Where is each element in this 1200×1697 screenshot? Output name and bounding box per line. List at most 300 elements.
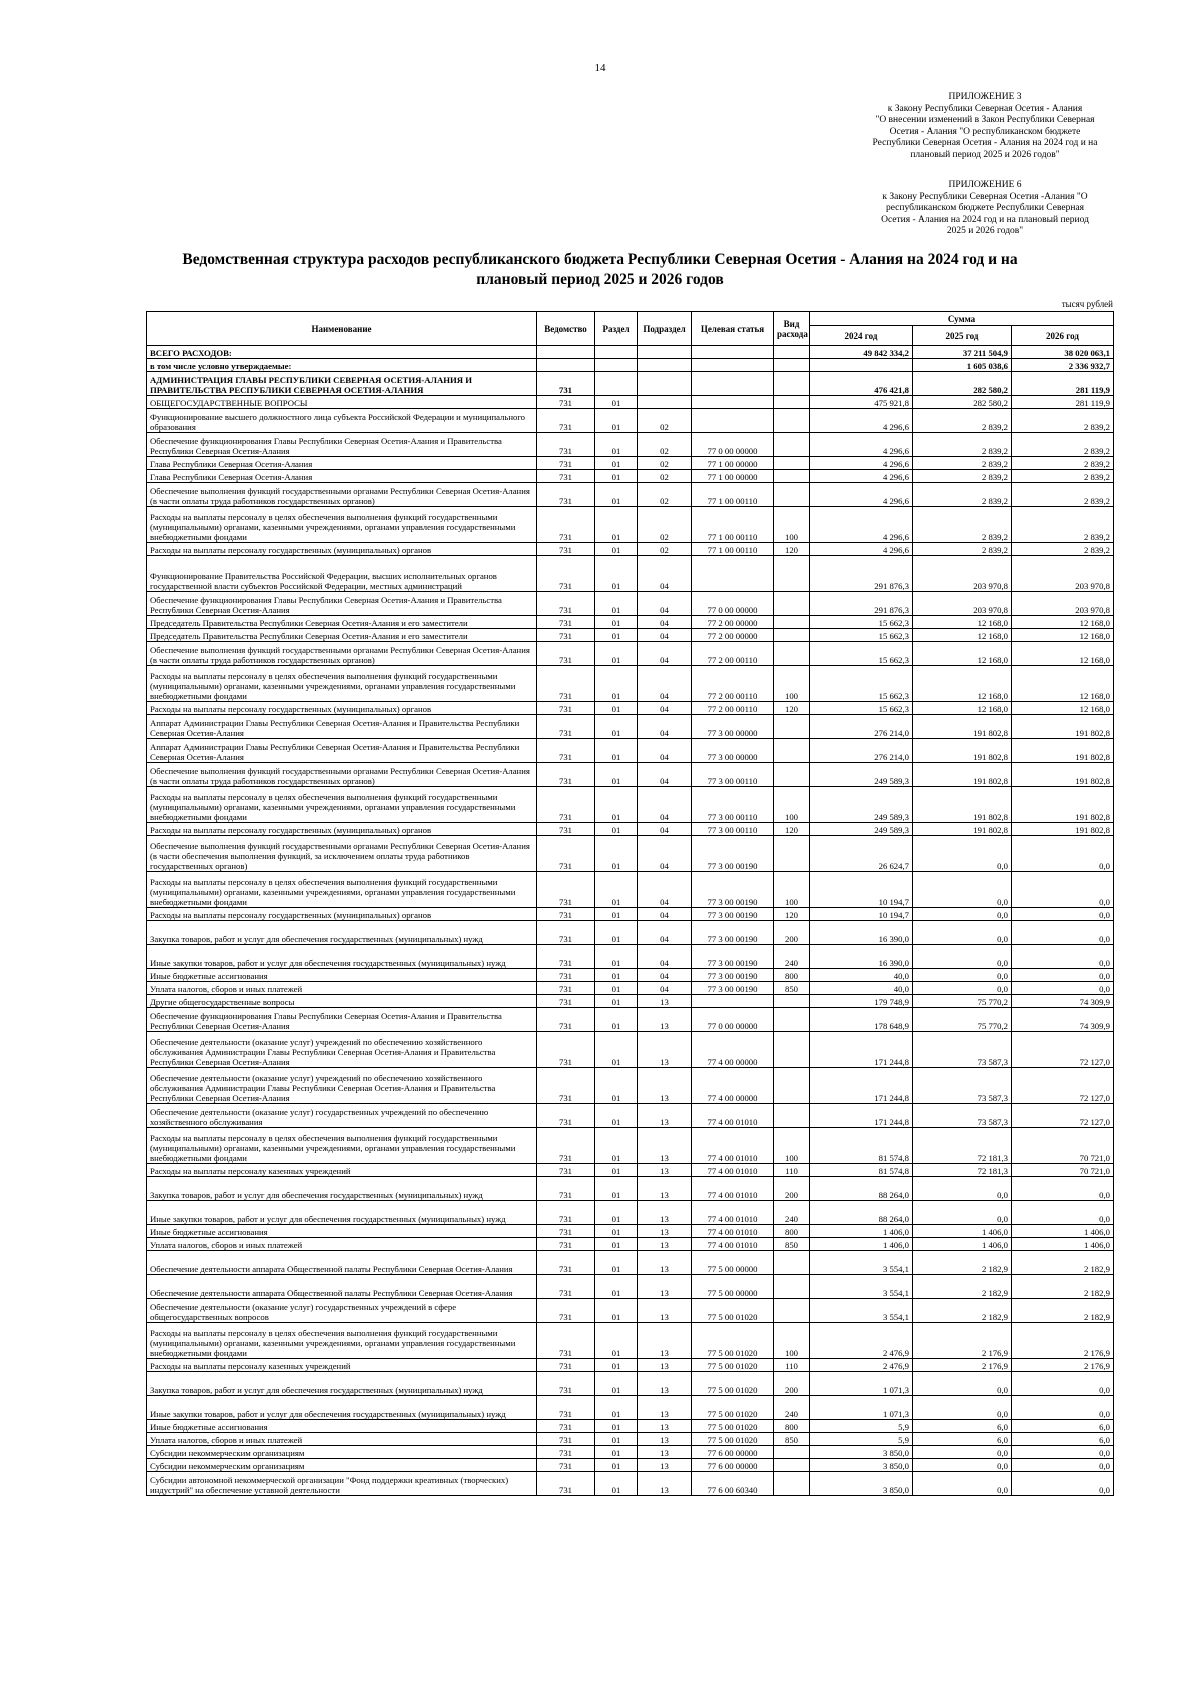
row-name: Расходы на выплаты персоналу в целях обеспечения выполнения функций государственными (муниципальными) органами, казенными учреждениями, органами управления государственными внебюджетными фондами (147, 666, 537, 702)
row-subsection: 04 (638, 908, 692, 921)
row-sum-2024: 88 264,0 (810, 1201, 913, 1225)
row-sum-2026: 1 406,0 (1012, 1225, 1114, 1238)
row-section: 01 (595, 763, 638, 787)
row-department: 731 (537, 1068, 595, 1104)
table-row (147, 1008, 1114, 1032)
table-row (147, 945, 1114, 969)
table-row (147, 836, 1114, 872)
table-row (147, 872, 1114, 908)
row-sum-2025: 0,0 (913, 872, 1012, 908)
row-sum-2026: 12 168,0 (1012, 702, 1114, 715)
row-sum-2026: 281 119,9 (1012, 396, 1114, 409)
row-sum-2024: 81 574,8 (810, 1128, 913, 1164)
row-subsection: 13 (638, 1128, 692, 1164)
row-section: 01 (595, 982, 638, 995)
row-name: АДМИНИСТРАЦИЯ ГЛАВЫ РЕСПУБЛИКИ СЕВЕРНАЯ ОСЕТИЯ-АЛАНИЯ И ПРАВИТЕЛЬСТВА РЕСПУБЛИКИ СЕВЕРНАЯ ОСЕТИЯ-АЛАНИЯ (147, 372, 537, 396)
row-target-article: 77 3 00 00110 (692, 763, 774, 787)
row-name: Обеспечение функционирования Главы Республики Северная Осетия-Алания и Правительства Республики Северная Осетия-Алания (147, 592, 537, 616)
row-sum-2024: 3 554,1 (810, 1251, 913, 1275)
row-sum-2024: 249 589,3 (810, 823, 913, 836)
row-name: Расходы на выплаты персоналу в целях обеспечения выполнения функций государственными (муниципальными) органами, казенными учреждениями, органами управления государственными внебюджетными фондами (147, 872, 537, 908)
header-2024: 2024 год (810, 326, 913, 346)
row-department: 731 (537, 1104, 595, 1128)
row-sum-2024: 88 264,0 (810, 1177, 913, 1201)
table-row (147, 1104, 1114, 1128)
table-row (147, 1372, 1114, 1396)
row-section: 01 (595, 1177, 638, 1201)
row-department: 731 (537, 409, 595, 433)
table-row (147, 1420, 1114, 1433)
row-department: 731 (537, 629, 595, 642)
row-name: Уплата налогов, сборов и иных платежей (147, 1433, 537, 1446)
header-sum: Сумма (810, 312, 1114, 326)
row-sum-2025: 191 802,8 (913, 787, 1012, 823)
row-section: 01 (595, 470, 638, 483)
row-sum-2025: 72 181,3 (913, 1128, 1012, 1164)
row-target-article (692, 346, 774, 359)
row-sum-2025: 72 181,3 (913, 1164, 1012, 1177)
row-name: Глава Республики Северная Осетия-Алания (147, 470, 537, 483)
header-expense-type: Вид расхода (774, 312, 810, 346)
row-department: 731 (537, 616, 595, 629)
row-sum-2024: 4 296,6 (810, 483, 913, 507)
row-department: 731 (537, 702, 595, 715)
row-expense-type: 100 (774, 1323, 810, 1359)
row-subsection: 13 (638, 1238, 692, 1251)
row-expense-type: 110 (774, 1359, 810, 1372)
row-sum-2024: 249 589,3 (810, 787, 913, 823)
row-target-article: 77 2 00 00000 (692, 629, 774, 642)
units-label: тысяч рублей (1061, 299, 1113, 309)
row-expense-type (774, 409, 810, 433)
row-sum-2024: 3 850,0 (810, 1446, 913, 1459)
row-expense-type: 850 (774, 982, 810, 995)
row-subsection: 13 (638, 1446, 692, 1459)
table-row (147, 1472, 1114, 1496)
row-target-article: 77 3 00 00000 (692, 715, 774, 739)
row-sum-2024: 26 624,7 (810, 836, 913, 872)
row-section: 01 (595, 908, 638, 921)
row-sum-2024: 476 421,8 (810, 372, 913, 396)
row-name: Расходы на выплаты персоналу в целях обеспечения выполнения функций государственными (муниципальными) органами, казенными учреждениями, органами управления государственными внебюджетными фондами (147, 507, 537, 543)
row-subsection: 04 (638, 666, 692, 702)
table-row (147, 543, 1114, 556)
table-row (147, 1299, 1114, 1323)
row-target-article: 77 3 00 00190 (692, 908, 774, 921)
table-row (147, 372, 1114, 396)
table-row (147, 457, 1114, 470)
row-sum-2026: 0,0 (1012, 1177, 1114, 1201)
row-name: Закупка товаров, работ и услуг для обеспечения государственных (муниципальных) нужд (147, 921, 537, 945)
appendix-3-note (855, 92, 1115, 161)
table-row (147, 433, 1114, 457)
row-department: 731 (537, 556, 595, 592)
table-row (147, 1433, 1114, 1446)
row-name: Обеспечение деятельности аппарата Общественной палаты Республики Северная Осетия-Алания (147, 1251, 537, 1275)
row-section: 01 (595, 1420, 638, 1433)
row-sum-2024: 276 214,0 (810, 715, 913, 739)
table-row (147, 1177, 1114, 1201)
row-department: 731 (537, 823, 595, 836)
row-target-article: 77 0 00 00000 (692, 433, 774, 457)
appendix-6-line: к Закону Республики Северная Осетия -Алания "О (882, 191, 1088, 202)
table-row (147, 1275, 1114, 1299)
row-department: 731 (537, 483, 595, 507)
page-number: 14 (594, 62, 606, 74)
row-sum-2026: 191 802,8 (1012, 715, 1114, 739)
row-section: 01 (595, 1225, 638, 1238)
row-target-article: 77 3 00 00190 (692, 982, 774, 995)
row-name: Обеспечение выполнения функций государственными органами Республики Северная Осетия-Алания (в части оплаты труда работников государственных органов) (147, 483, 537, 507)
header-subsection: Подраздел (638, 312, 692, 346)
row-name: Расходы на выплаты персоналу в целях обеспечения выполнения функций государственными (муниципальными) органами, казенными учреждениями, органами управления государственными внебюджетными фондами (147, 1323, 537, 1359)
row-sum-2024: 16 390,0 (810, 945, 913, 969)
row-section: 01 (595, 1446, 638, 1459)
row-subsection: 13 (638, 1032, 692, 1068)
row-expense-type: 120 (774, 823, 810, 836)
row-sum-2024: 179 748,9 (810, 995, 913, 1008)
row-target-article: 77 4 00 01010 (692, 1201, 774, 1225)
row-target-article: 77 4 00 01010 (692, 1238, 774, 1251)
row-department: 731 (537, 470, 595, 483)
row-name: Расходы на выплаты персоналу казенных учреждений (147, 1164, 537, 1177)
row-sum-2024: 475 921,8 (810, 396, 913, 409)
row-section: 01 (595, 616, 638, 629)
row-sum-2025: 0,0 (913, 1446, 1012, 1459)
row-expense-type (774, 1299, 810, 1323)
row-section: 01 (595, 483, 638, 507)
row-sum-2024: 2 476,9 (810, 1359, 913, 1372)
row-target-article (692, 556, 774, 592)
appendix-3-line: "О внесении изменений в Закон Республики Северная (875, 115, 1095, 125)
row-target-article: 77 5 00 01020 (692, 1433, 774, 1446)
table-row (147, 763, 1114, 787)
row-expense-type (774, 1008, 810, 1032)
table-row (147, 982, 1114, 995)
row-section: 01 (595, 556, 638, 592)
row-sum-2025: 2 839,2 (913, 433, 1012, 457)
row-sum-2026: 12 168,0 (1012, 642, 1114, 666)
row-department: 731 (537, 921, 595, 945)
row-sum-2024: 3 850,0 (810, 1472, 913, 1496)
row-target-article (692, 409, 774, 433)
row-target-article: 77 0 00 00000 (692, 1008, 774, 1032)
row-section: 01 (595, 1164, 638, 1177)
row-subsection: 13 (638, 1472, 692, 1496)
row-name: Расходы на выплаты персоналу казенных учреждений (147, 1359, 537, 1372)
row-sum-2026: 0,0 (1012, 1459, 1114, 1472)
row-sum-2024: 15 662,3 (810, 616, 913, 629)
row-target-article: 77 4 00 01010 (692, 1164, 774, 1177)
row-target-article: 77 5 00 00000 (692, 1275, 774, 1299)
row-sum-2026: 2 336 932,7 (1012, 359, 1114, 372)
row-department: 731 (537, 666, 595, 702)
row-department: 731 (537, 1177, 595, 1201)
row-sum-2024: 178 648,9 (810, 1008, 913, 1032)
row-expense-type (774, 396, 810, 409)
row-department: 731 (537, 908, 595, 921)
row-expense-type: 120 (774, 702, 810, 715)
row-sum-2026: 0,0 (1012, 908, 1114, 921)
row-name: Уплата налогов, сборов и иных платежей (147, 982, 537, 995)
appendix-6-line: 2025 и 2026 годов" (946, 226, 1024, 236)
row-target-article: 77 1 00 00110 (692, 483, 774, 507)
table-row (147, 702, 1114, 715)
row-section: 01 (595, 1275, 638, 1299)
header-name: Наименование (147, 312, 537, 346)
row-subsection: 13 (638, 1225, 692, 1238)
row-section (595, 372, 638, 396)
row-target-article: 77 3 00 00190 (692, 921, 774, 945)
row-sum-2025: 191 802,8 (913, 823, 1012, 836)
row-name: Иные закупки товаров, работ и услуг для обеспечения государственных (муниципальных) нужд (147, 945, 537, 969)
row-sum-2026: 0,0 (1012, 872, 1114, 908)
row-name: Иные бюджетные ассигнования (147, 1225, 537, 1238)
table-row (147, 787, 1114, 823)
row-target-article: 77 3 00 00190 (692, 836, 774, 872)
row-expense-type (774, 1068, 810, 1104)
row-sum-2026: 0,0 (1012, 1472, 1114, 1496)
row-section: 01 (595, 969, 638, 982)
row-sum-2025: 2 839,2 (913, 470, 1012, 483)
row-subsection: 02 (638, 433, 692, 457)
row-sum-2026: 72 127,0 (1012, 1104, 1114, 1128)
row-subsection: 04 (638, 787, 692, 823)
row-sum-2026: 72 127,0 (1012, 1068, 1114, 1104)
row-sum-2024: 10 194,7 (810, 872, 913, 908)
row-target-article: 77 1 00 00000 (692, 457, 774, 470)
row-sum-2025: 2 182,9 (913, 1275, 1012, 1299)
row-name: Обеспечение выполнения функций государственными органами Республики Северная Осетия-Алания (в части оплаты труда работников государственных органов) (147, 763, 537, 787)
row-subsection: 13 (638, 1396, 692, 1420)
row-sum-2026: 72 127,0 (1012, 1032, 1114, 1068)
row-name: ВСЕГО РАСХОДОВ: (147, 346, 537, 359)
appendix-6-line: Осетия - Алания на 2024 год и на плановый период (881, 214, 1089, 225)
row-sum-2025: 0,0 (913, 1396, 1012, 1420)
row-expense-type (774, 433, 810, 457)
row-sum-2025: 191 802,8 (913, 739, 1012, 763)
row-sum-2026: 70 721,0 (1012, 1128, 1114, 1164)
row-sum-2024 (810, 359, 913, 372)
table-row (147, 1225, 1114, 1238)
row-subsection: 04 (638, 763, 692, 787)
table-row (147, 666, 1114, 702)
row-subsection: 13 (638, 995, 692, 1008)
row-expense-type: 850 (774, 1433, 810, 1446)
row-sum-2026: 2 182,9 (1012, 1251, 1114, 1275)
row-sum-2025: 203 970,8 (913, 592, 1012, 616)
row-subsection: 13 (638, 1177, 692, 1201)
row-sum-2025: 6,0 (913, 1433, 1012, 1446)
row-section: 01 (595, 787, 638, 823)
row-sum-2025: 2 839,2 (913, 543, 1012, 556)
row-sum-2025: 1 406,0 (913, 1225, 1012, 1238)
row-section: 01 (595, 666, 638, 702)
row-sum-2026: 2 839,2 (1012, 470, 1114, 483)
header-2026: 2026 год (1012, 326, 1114, 346)
row-sum-2026: 2 182,9 (1012, 1275, 1114, 1299)
row-department: 731 (537, 372, 595, 396)
row-expense-type: 110 (774, 1164, 810, 1177)
row-department: 731 (537, 543, 595, 556)
row-section: 01 (595, 1068, 638, 1104)
row-sum-2026: 2 839,2 (1012, 507, 1114, 543)
row-subsection: 04 (638, 702, 692, 715)
row-name: Обеспечение деятельности аппарата Общественной палаты Республики Северная Осетия-Алания (147, 1275, 537, 1299)
row-department: 731 (537, 1238, 595, 1251)
row-sum-2024: 1 071,3 (810, 1372, 913, 1396)
row-department: 731 (537, 739, 595, 763)
row-department: 731 (537, 433, 595, 457)
row-sum-2024: 49 842 334,2 (810, 346, 913, 359)
row-name: Субсидии некоммерческим организациям (147, 1459, 537, 1472)
row-sum-2025: 2 176,9 (913, 1359, 1012, 1372)
row-sum-2024: 5,9 (810, 1433, 913, 1446)
row-sum-2026: 38 020 063,1 (1012, 346, 1114, 359)
row-sum-2026: 191 802,8 (1012, 823, 1114, 836)
row-sum-2026: 2 839,2 (1012, 457, 1114, 470)
row-subsection: 13 (638, 1201, 692, 1225)
row-department: 731 (537, 1433, 595, 1446)
row-sum-2025: 12 168,0 (913, 629, 1012, 642)
row-name: Расходы на выплаты персоналу государственных (муниципальных) органов (147, 823, 537, 836)
row-subsection: 04 (638, 739, 692, 763)
row-subsection: 04 (638, 616, 692, 629)
row-name: Уплата налогов, сборов и иных платежей (147, 1238, 537, 1251)
row-sum-2024: 1 406,0 (810, 1225, 913, 1238)
row-sum-2024: 15 662,3 (810, 642, 913, 666)
row-section: 01 (595, 921, 638, 945)
row-name: Глава Республики Северная Осетия-Алания (147, 457, 537, 470)
row-sum-2024: 291 876,3 (810, 592, 913, 616)
table-row (147, 1128, 1114, 1164)
row-subsection: 04 (638, 556, 692, 592)
row-expense-type (774, 642, 810, 666)
row-sum-2024: 291 876,3 (810, 556, 913, 592)
row-sum-2024: 15 662,3 (810, 702, 913, 715)
row-sum-2024: 3 850,0 (810, 1459, 913, 1472)
row-subsection: 13 (638, 1433, 692, 1446)
row-subsection: 13 (638, 1420, 692, 1433)
row-sum-2026: 0,0 (1012, 982, 1114, 995)
row-section: 01 (595, 592, 638, 616)
row-sum-2024: 276 214,0 (810, 739, 913, 763)
appendix-3-line: ПРИЛОЖЕНИЕ 3 (948, 92, 1022, 102)
row-target-article: 77 3 00 00110 (692, 823, 774, 836)
row-name: Обеспечение деятельности (оказание услуг) государственных учреждений в сфере общегосударственных вопросов (147, 1299, 537, 1323)
row-section: 01 (595, 1472, 638, 1496)
row-sum-2024: 15 662,3 (810, 666, 913, 702)
row-expense-type (774, 1104, 810, 1128)
row-section: 01 (595, 1201, 638, 1225)
row-name: ОБЩЕГОСУДАРСТВЕННЫЕ ВОПРОСЫ (147, 396, 537, 409)
row-sum-2026: 12 168,0 (1012, 666, 1114, 702)
row-sum-2025: 12 168,0 (913, 642, 1012, 666)
row-subsection: 13 (638, 1323, 692, 1359)
row-sum-2026: 6,0 (1012, 1433, 1114, 1446)
row-sum-2024: 3 554,1 (810, 1275, 913, 1299)
row-sum-2026: 0,0 (1012, 1201, 1114, 1225)
table-row (147, 715, 1114, 739)
row-sum-2026: 12 168,0 (1012, 629, 1114, 642)
row-target-article (692, 372, 774, 396)
row-section: 01 (595, 1251, 638, 1275)
table-row (147, 908, 1114, 921)
row-section: 01 (595, 1459, 638, 1472)
row-section: 01 (595, 433, 638, 457)
row-sum-2024: 4 296,6 (810, 543, 913, 556)
row-target-article: 77 5 00 01020 (692, 1359, 774, 1372)
row-section: 01 (595, 457, 638, 470)
row-name: Иные закупки товаров, работ и услуг для обеспечения государственных (муниципальных) нужд (147, 1396, 537, 1420)
row-target-article: 77 6 00 60340 (692, 1472, 774, 1496)
row-sum-2025: 0,0 (913, 908, 1012, 921)
row-sum-2026: 0,0 (1012, 945, 1114, 969)
header-2025: 2025 год (913, 326, 1012, 346)
row-department (537, 346, 595, 359)
row-sum-2024: 40,0 (810, 982, 913, 995)
table-row (147, 1201, 1114, 1225)
row-sum-2025: 73 587,3 (913, 1104, 1012, 1128)
row-sum-2024: 249 589,3 (810, 763, 913, 787)
row-subsection: 04 (638, 629, 692, 642)
row-target-article: 77 4 00 01010 (692, 1177, 774, 1201)
table-row (147, 969, 1114, 982)
row-department: 731 (537, 1008, 595, 1032)
row-department: 731 (537, 982, 595, 995)
row-sum-2025: 2 839,2 (913, 507, 1012, 543)
row-name: Иные закупки товаров, работ и услуг для обеспечения государственных (муниципальных) нужд (147, 1201, 537, 1225)
row-expense-type (774, 556, 810, 592)
row-sum-2025: 73 587,3 (913, 1068, 1012, 1104)
row-subsection: 13 (638, 1251, 692, 1275)
row-expense-type: 240 (774, 1201, 810, 1225)
row-department: 731 (537, 1201, 595, 1225)
row-department: 731 (537, 1323, 595, 1359)
row-sum-2026: 0,0 (1012, 1446, 1114, 1459)
row-sum-2025: 191 802,8 (913, 715, 1012, 739)
row-sum-2024: 4 296,6 (810, 457, 913, 470)
row-sum-2024: 4 296,6 (810, 470, 913, 483)
row-expense-type (774, 739, 810, 763)
row-target-article: 77 4 00 01010 (692, 1225, 774, 1238)
header-target-article: Целевая статья (692, 312, 774, 346)
table-row (147, 1251, 1114, 1275)
row-department: 731 (537, 1032, 595, 1068)
row-subsection: 13 (638, 1068, 692, 1104)
row-expense-type (774, 629, 810, 642)
table-row (147, 995, 1114, 1008)
table-row (147, 642, 1114, 666)
row-section: 01 (595, 945, 638, 969)
row-name: Обеспечение деятельности (оказание услуг) учреждений по обеспечению хозяйственного обслуживания Администрации Главы Республики Северная Осетия-Алания и Правительства Республики Северная Осетия-Алания (147, 1068, 537, 1104)
table-row (147, 1323, 1114, 1359)
row-section: 01 (595, 715, 638, 739)
row-sum-2024: 171 244,8 (810, 1032, 913, 1068)
row-department: 731 (537, 1472, 595, 1496)
row-subsection: 13 (638, 1275, 692, 1299)
row-sum-2026: 0,0 (1012, 1396, 1114, 1420)
row-department: 731 (537, 715, 595, 739)
table-row (147, 1068, 1114, 1104)
row-sum-2024: 1 406,0 (810, 1238, 913, 1251)
row-sum-2025: 0,0 (913, 1372, 1012, 1396)
row-sum-2025: 0,0 (913, 1472, 1012, 1496)
row-subsection: 13 (638, 1104, 692, 1128)
row-target-article: 77 2 00 00110 (692, 702, 774, 715)
row-department: 731 (537, 945, 595, 969)
row-expense-type (774, 1459, 810, 1472)
